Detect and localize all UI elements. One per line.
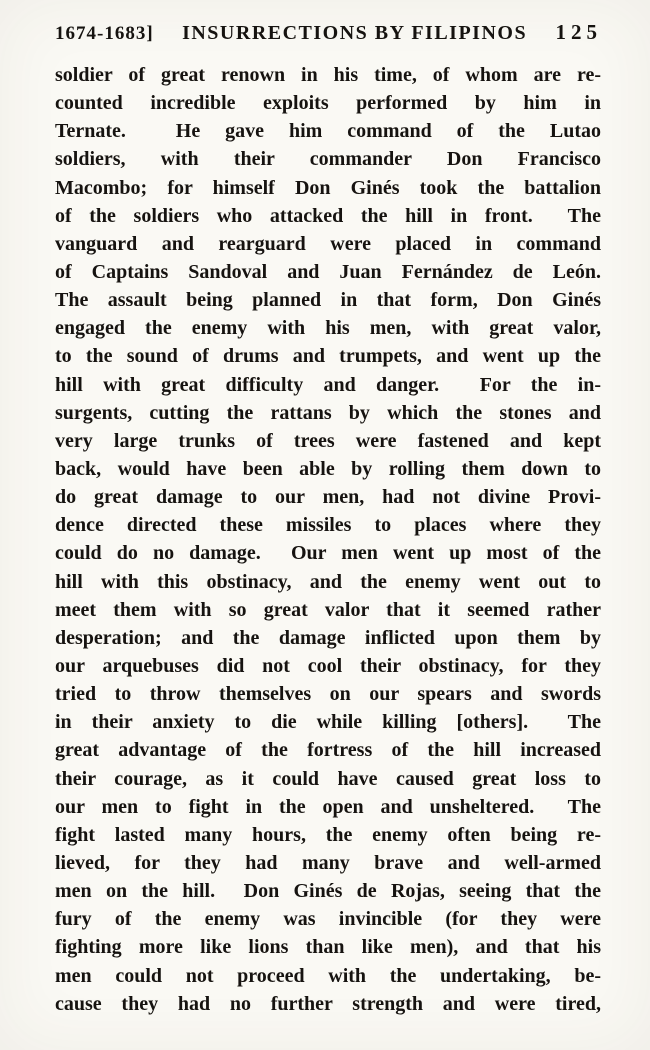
text-line: could do no damage. Our men went up most of the xyxy=(55,542,601,565)
text-line: vanguard and rearguard were placed in command xyxy=(55,232,601,255)
text-line: very large trunks of trees were fastened and kept xyxy=(55,429,601,452)
text-line: counted incredible exploits performed by him in xyxy=(55,92,601,115)
text-line: The assault being planned in that form, Don Ginés xyxy=(55,289,601,312)
text-line: to the sound of drums and trumpets, and went up the xyxy=(55,345,601,368)
text-line: dence directed these missiles to places where they xyxy=(55,514,601,537)
text-line: desperation; and the damage inflicted upon them by xyxy=(55,626,601,649)
text-line: men could not proceed with the undertaking, be- xyxy=(55,964,601,987)
text-line: do great damage to our men, had not divine Provi- xyxy=(55,486,601,509)
text-line: Ternate. He gave him command of the Lutao xyxy=(55,120,601,143)
body-text xyxy=(55,61,601,1018)
text-line: engaged the enemy with his men, with great valor, xyxy=(55,317,601,340)
text-line: hill with this obstinacy, and the enemy went out to xyxy=(55,570,601,593)
page-header xyxy=(55,20,602,45)
text-line: soldiers, with their commander Don Francisco xyxy=(55,148,601,171)
text-line: soldier of great renown in his time, of whom are re- xyxy=(55,64,601,86)
text-line: hill with great difficulty and danger. For the in- xyxy=(55,373,601,396)
text-line: our arquebuses did not cool their obstinacy, for they xyxy=(55,654,601,677)
text-line: great advantage of the fortress of the hill increased xyxy=(55,739,601,762)
text-line: of Captains Sandoval and Juan Fernández de León. xyxy=(55,260,601,283)
text-line: men on the hill. Don Ginés de Rojas, seeing that the xyxy=(55,880,601,903)
text-line: of the soldiers who attacked the hill in front. The xyxy=(55,204,601,227)
text-line: their courage, as it could have caused great loss to xyxy=(55,767,601,790)
text-line: cause they had no further strength and were tired, xyxy=(55,992,601,1015)
text-line: our men to fight in the open and unsheltered. The xyxy=(55,795,601,818)
text-line: surgents, cutting the rattans by which the stones and xyxy=(55,401,601,424)
text-line: fury of the enemy was invincible (for they were xyxy=(55,908,601,931)
text-line: tried to throw themselves on our spears and swords xyxy=(55,683,601,706)
text-line: meet them with so great valor that it seemed rather xyxy=(55,598,601,621)
text-line: back, would have been able by rolling them down to xyxy=(55,457,601,480)
text-line: lieved, for they had many brave and well-armed xyxy=(55,851,601,874)
text-line: in their anxiety to die while killing [others]. The xyxy=(55,711,601,734)
page-title: INSURRECTIONS BY FILIPINOS xyxy=(182,22,528,44)
page-number: 125 xyxy=(555,20,602,44)
text-line: fight lasted many hours, the enemy often being re- xyxy=(55,823,601,846)
text-line: Macombo; for himself Don Ginés took the battalion xyxy=(55,176,601,199)
text-line: fighting more like lions than like men), and that his xyxy=(55,936,601,959)
header-date-range: 1674-1683] xyxy=(55,23,154,44)
